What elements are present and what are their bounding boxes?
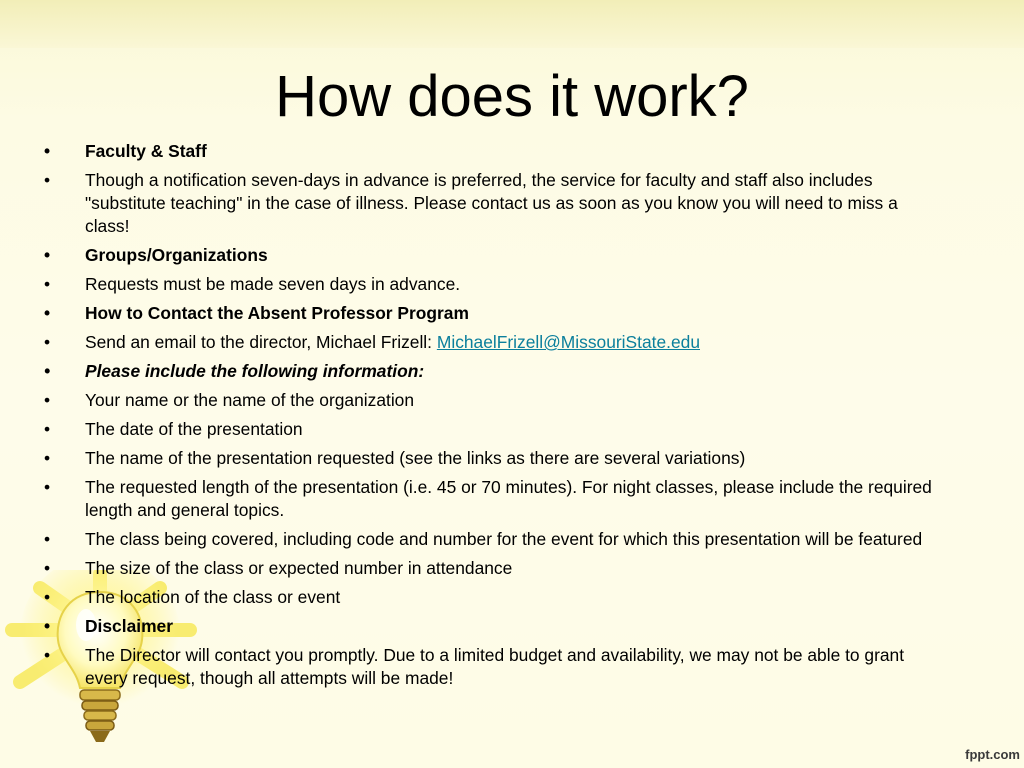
item-text: The name of the presentation requested (see the links as there are several variations) [85, 448, 746, 468]
item-text: Send an email to the director, Michael Frizell: [85, 332, 437, 352]
list-item [44, 476, 944, 522]
bullet-icon: • [44, 390, 51, 410]
list-item [44, 418, 944, 441]
item-text: Faculty & Staff [85, 141, 207, 161]
bullet-icon: • [44, 361, 51, 381]
item-text: Though a notification seven-days in advance is preferred, the service for faculty and staff also includes "substitute teaching" in the case of illness. Please contact us as soon as you know you will need to miss a class! [85, 170, 898, 236]
list-item [44, 644, 944, 690]
list-item [44, 586, 944, 609]
item-text: The location of the class or event [85, 587, 341, 607]
bullet-icon: • [44, 419, 51, 439]
list-item [44, 615, 944, 638]
list-item [44, 360, 944, 383]
bullet-icon: • [44, 274, 51, 294]
item-text: The Director will contact you promptly. Due to a limited budget and availability, we may not be able to grant every request, though all attempts will be made! [85, 645, 905, 688]
bullet-icon: • [44, 529, 51, 549]
list-item [44, 273, 944, 296]
bullet-icon: • [44, 616, 51, 636]
email-link[interactable]: MichaelFrizell@MissouriState.edu [436, 332, 700, 352]
list-item [44, 528, 944, 551]
list-item [44, 169, 944, 238]
item-text: The class being covered, including code and number for the event for which this presentation will be featured [85, 529, 923, 549]
bullet-icon: • [44, 477, 51, 497]
list-item [44, 557, 944, 580]
bullet-icon: • [44, 170, 51, 190]
bullet-icon: • [44, 448, 51, 468]
item-text: Disclaimer [85, 616, 173, 636]
list-item [44, 331, 944, 354]
item-text: The requested length of the presentation (i.e. 45 or 70 minutes). For night classes, please include the required length and general topics. [85, 477, 932, 520]
item-text: How to Contact the Absent Professor Program [85, 303, 469, 323]
bullet-icon: • [44, 558, 51, 578]
item-text: Requests must be made seven days in advance. [85, 274, 461, 294]
bullet-icon: • [44, 141, 51, 161]
bullet-list [44, 140, 944, 696]
item-text: The date of the presentation [85, 419, 303, 439]
list-item [44, 447, 944, 470]
bullet-icon: • [44, 303, 51, 323]
bullet-icon: • [44, 332, 51, 352]
list-item [44, 389, 944, 412]
list-item [44, 244, 944, 267]
slide-top-band [0, 0, 1024, 48]
footer-logo: fppt.com [965, 747, 1020, 762]
list-item [44, 302, 944, 325]
item-text: Your name or the name of the organization [85, 390, 415, 410]
bullet-icon: • [44, 245, 51, 265]
item-text: The size of the class or expected number in attendance [85, 558, 513, 578]
item-text: Groups/Organizations [85, 245, 268, 265]
item-text: Please include the following information: [85, 361, 425, 381]
bullet-icon: • [44, 587, 51, 607]
list-item [44, 140, 944, 163]
bullet-icon: • [44, 645, 51, 665]
slide-title: How does it work? [275, 64, 749, 129]
